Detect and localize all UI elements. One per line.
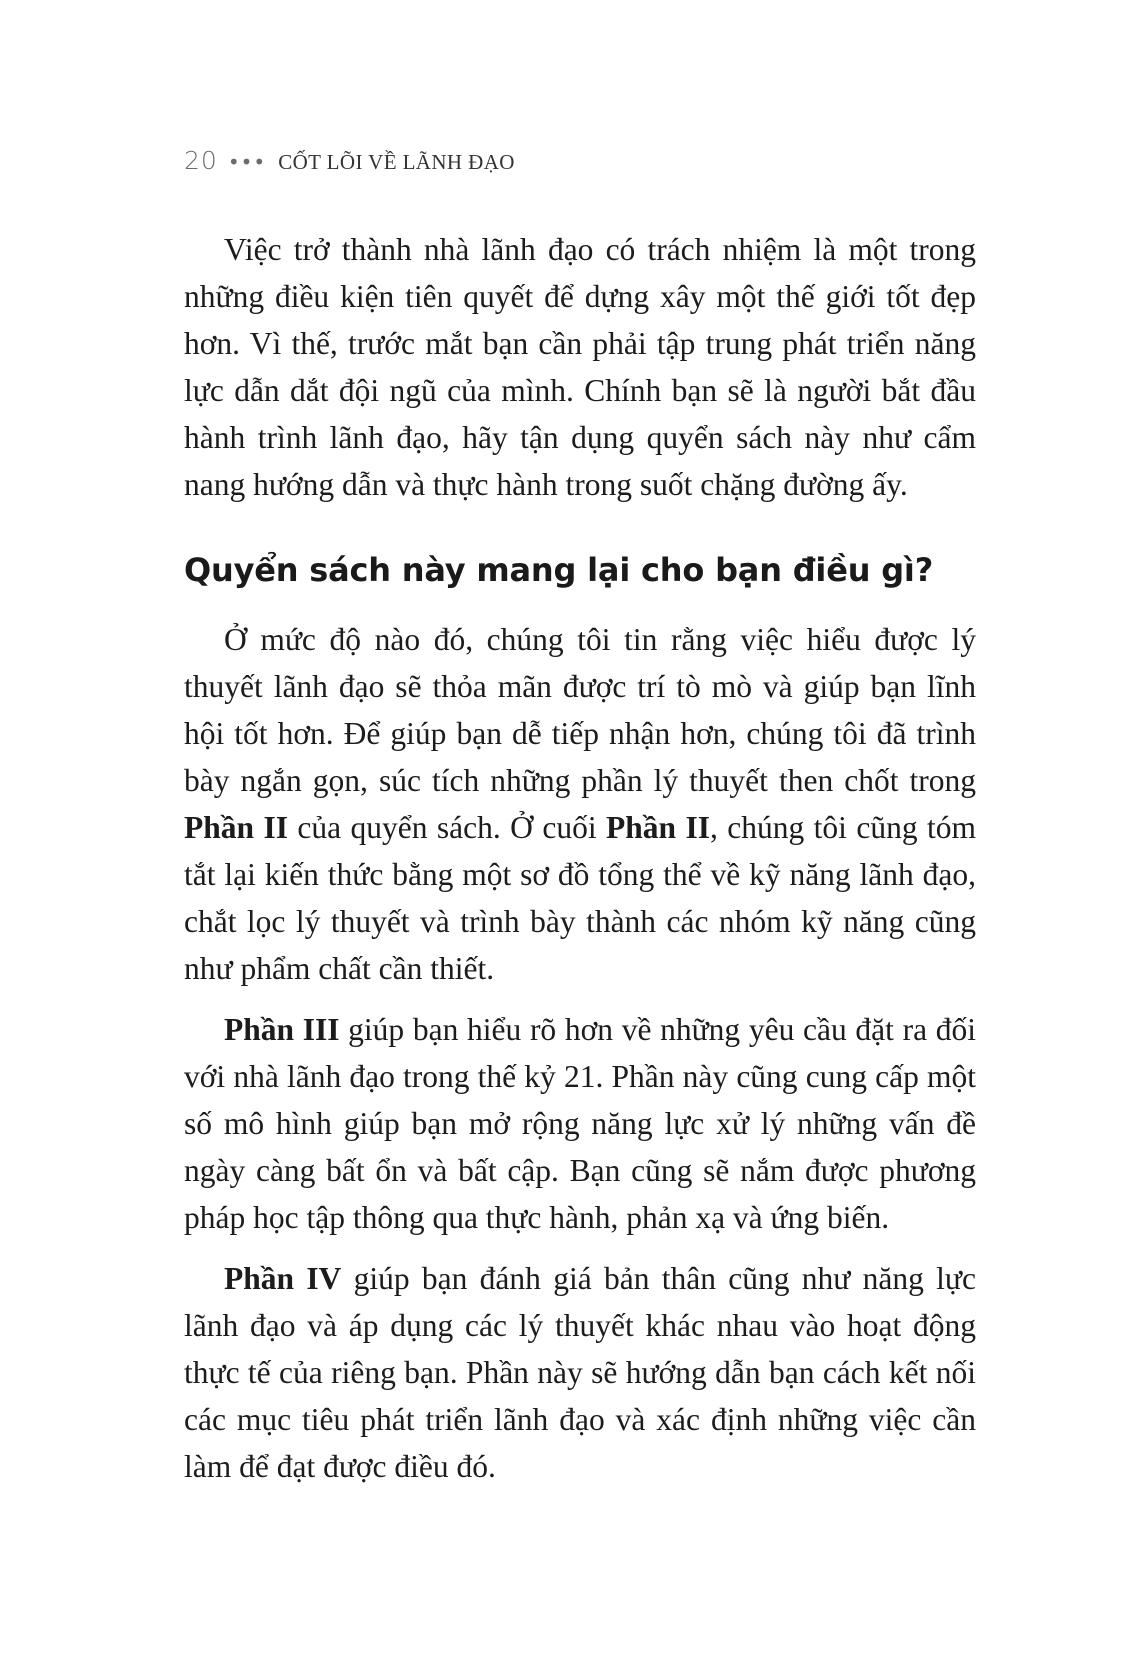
section-heading: Quyển sách này mang lại cho bạn điều gì? [184, 551, 934, 589]
header-separator: ••• [227, 150, 267, 174]
paragraph-part-iv [184, 1255, 976, 1490]
paragraph-text: giúp bạn hiểu rõ hơn về những yêu cầu đặt ra đối với nhà lãnh đạo trong thế kỷ 21. Phần này cũng cung cấp một số mô hình giúp bạn mở rộng năng lực xử lý những vấn đề ngày càng bất ổn và bất cập. Bạn cũng sẽ nắm được phương pháp học tập thông qua thực hành, phản xạ và ứng biến. [184, 1012, 976, 1235]
intro-paragraph: Việc trở thành nhà lãnh đạo có trách nhiệm là một trong những điều kiện tiên quyết để dựng xây một thế giới tốt đẹp hơn. Vì thế, trước mắt bạn cần phải tập trung phát triển năng lực dẫn dắt đội ngũ của mình. Chính bạn sẽ là người bắt đầu hành trình lãnh đạo, hãy tận dụng quyển sách này như cẩm nang hướng dẫn và thực hành trong suốt chặng đường ấy. [184, 232, 976, 502]
bold-reference-part-iii: Phần III [224, 1012, 340, 1047]
bold-reference-part-ii: Phần II [606, 810, 710, 845]
page-number: 20 [184, 146, 218, 175]
bold-reference-part-iv: Phần IV [224, 1261, 342, 1296]
paragraph-part-ii [184, 616, 976, 992]
book-title: CỐT LÕI VỀ LÃNH ĐẠO [278, 150, 515, 174]
paragraph-text: giúp bạn đánh giá bản thân cũng như năng lực lãnh đạo và áp dụng các lý thuyết khác nhau vào hoạt động thực tế của riêng bạn. Phần này sẽ hướng dẫn bạn cách kết nối các mục tiêu phát triển lãnh đạo và xác định những việc cần làm để đạt được điều đó. [184, 1261, 976, 1484]
paragraph-text: , chúng tôi cũng tóm tắt lại kiến thức bằng một sơ đồ tổng thể về kỹ năng lãnh đạo, chắt lọc lý thuyết và trình bày thành các nhóm kỹ năng cũng như phẩm chất cần thiết. [184, 810, 976, 986]
paragraph-text: của quyển sách. Ở cuối [287, 810, 606, 845]
running-header [184, 146, 515, 175]
paragraph-part-iii [184, 1006, 976, 1241]
paragraph-text: Ở mức độ nào đó, chúng tôi tin rằng việc hiểu được lý thuyết lãnh đạo sẽ thỏa mãn được trí tò mò và giúp bạn lĩnh hội tốt hơn. Để giúp bạn dễ tiếp nhận hơn, chúng tôi đã trình bày ngắn gọn, súc tích những phần lý thuyết then chốt trong [184, 622, 976, 798]
page-body [184, 226, 976, 1490]
bold-reference-part-ii: Phần II [184, 810, 288, 845]
